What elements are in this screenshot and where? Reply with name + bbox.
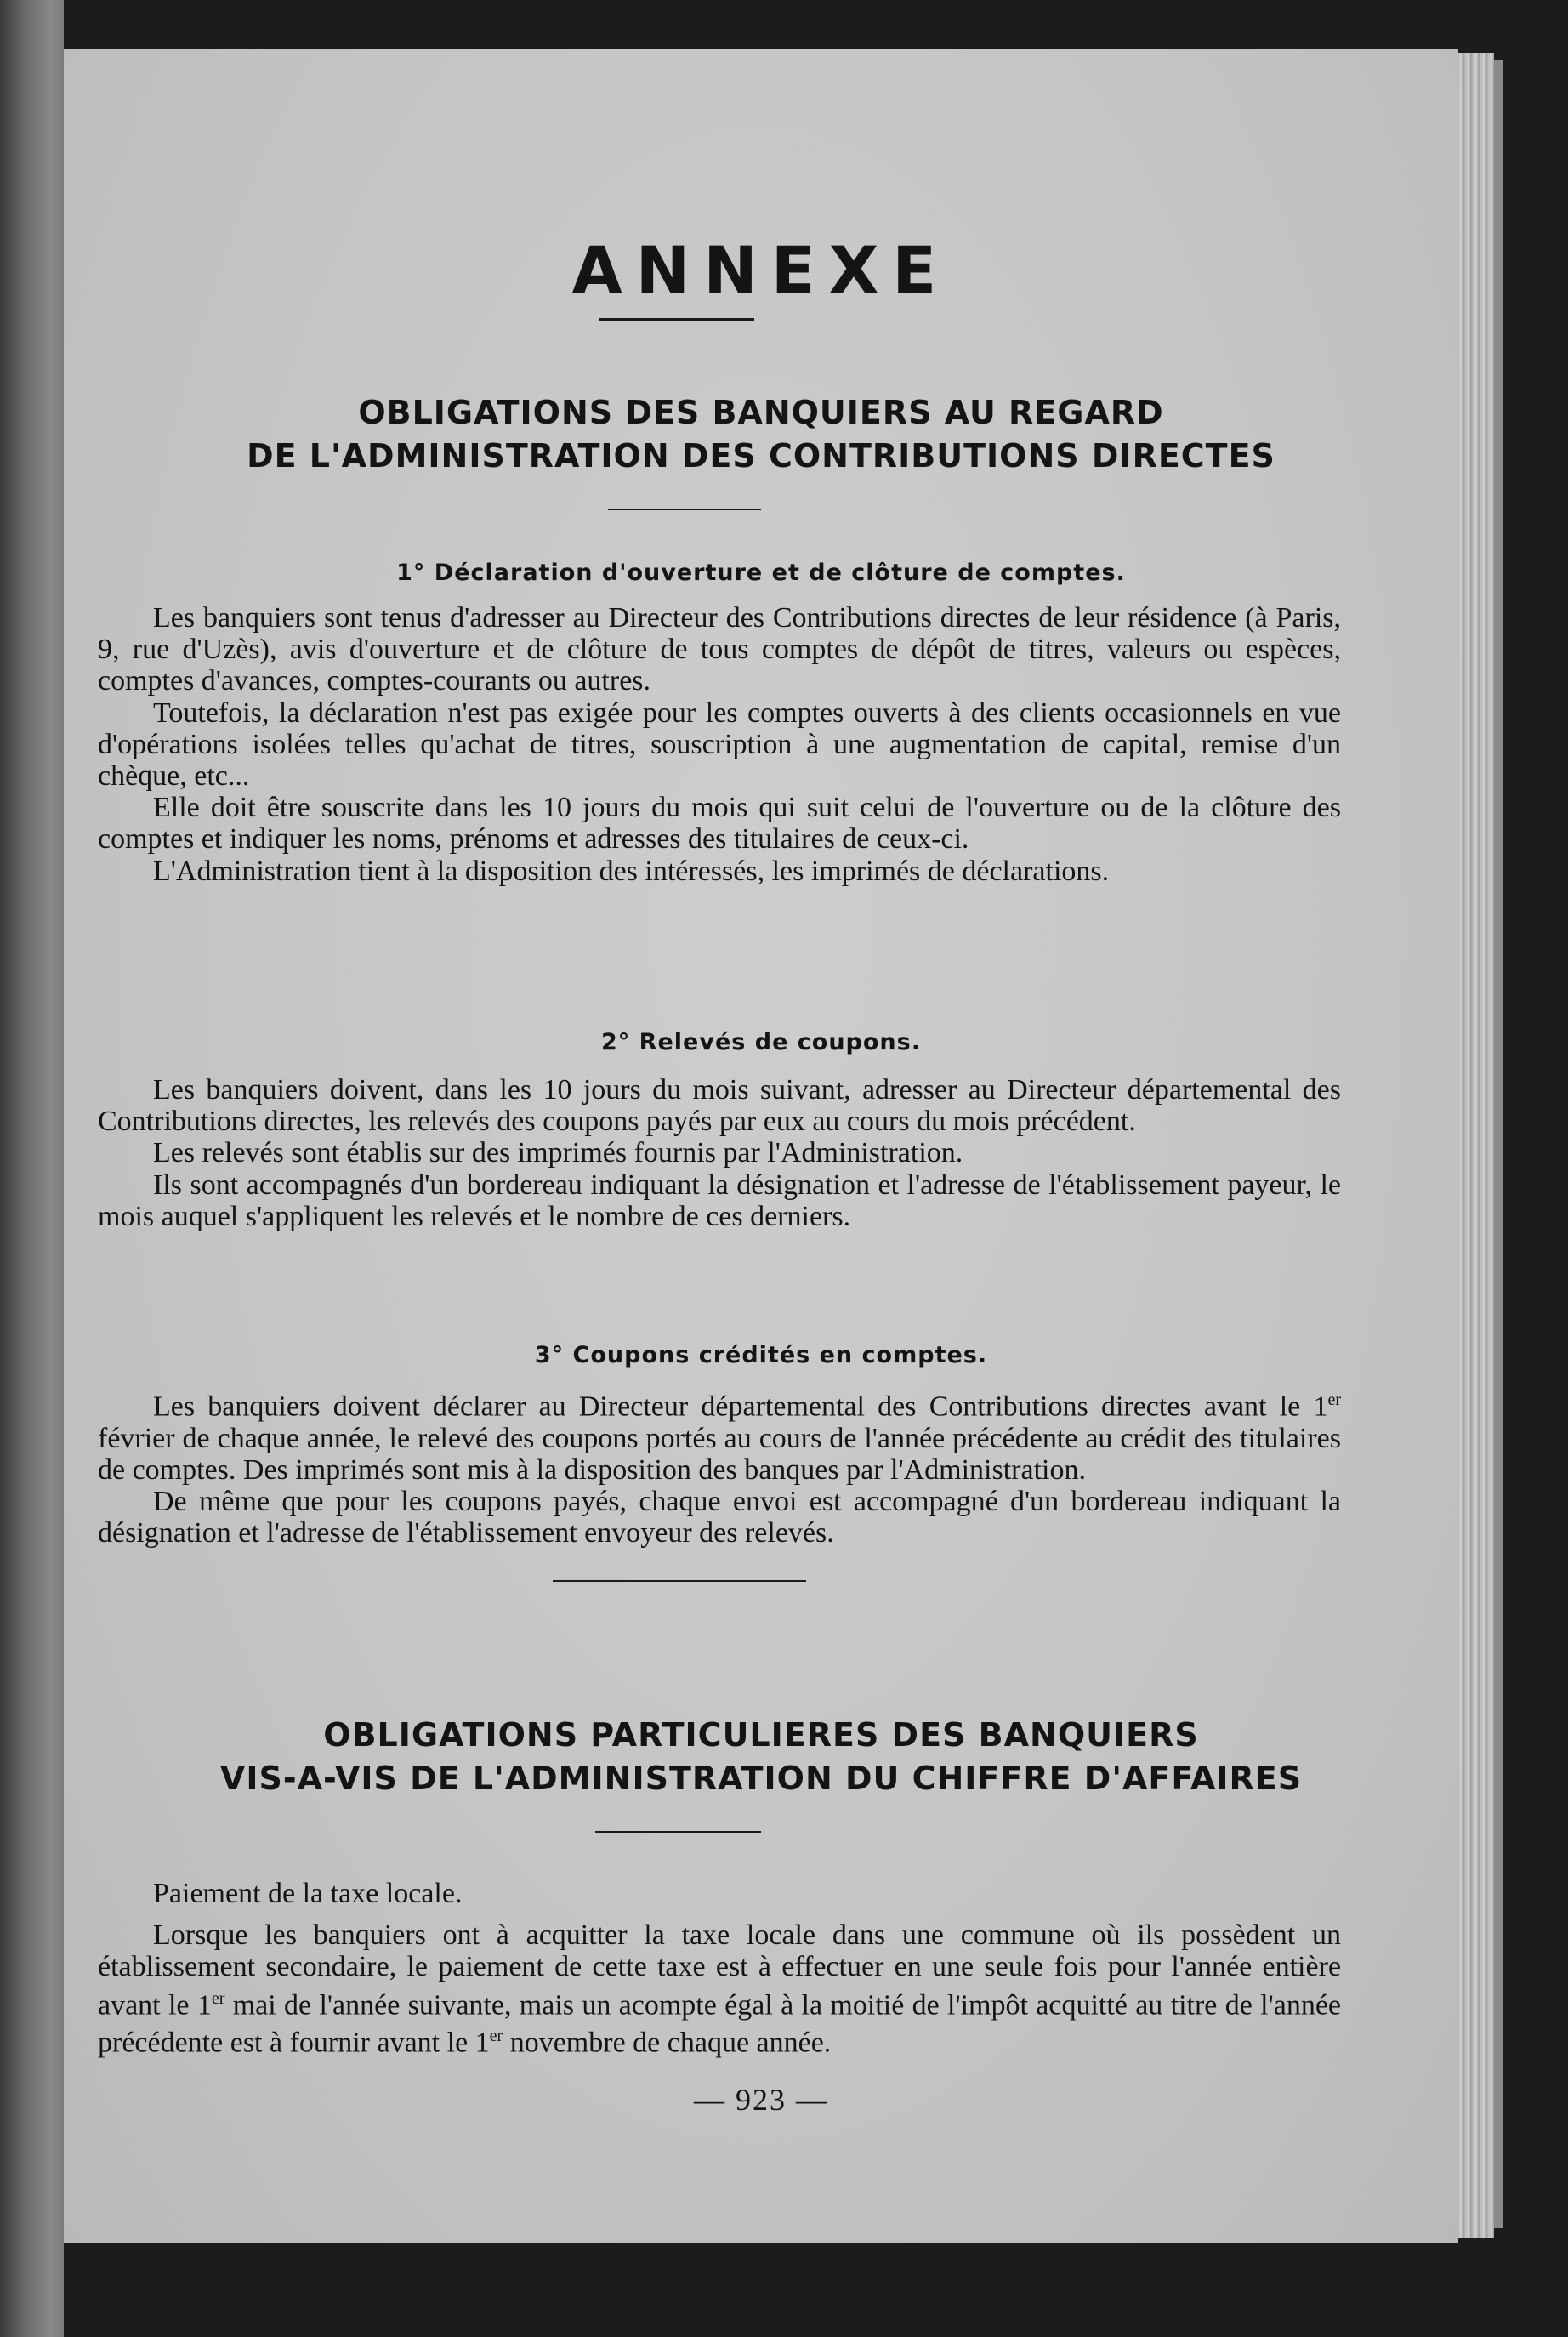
document-page: [64, 49, 1458, 2243]
superscript: er: [489, 2027, 503, 2046]
obligations-paragraph: [98, 1919, 1341, 2058]
section3-paragraph: [98, 1385, 1341, 1486]
page-number: — 923 —: [694, 2083, 828, 2117]
section2-paragraph: Les relevés sont établis sur des imprimés fournis par l'Administration.: [153, 1137, 963, 1169]
section2-heading: 2° Relevés de coupons.: [601, 1029, 921, 1055]
section3-body: [98, 1385, 1341, 1549]
section1-paragraph: Toutefois, la déclaration n'est pas exigée pour les comptes ouverts à des clients occasionnels en vue d'opérations isolées telles qu'achat de titres, souscription à une augmentation de capital, remise d'un chèque, etc...: [98, 697, 1341, 793]
annexe-subtitle-line1: OBLIGATIONS DES BANQUIERS AU REGARD: [358, 394, 1164, 431]
section1-paragraph: Les banquiers sont tenus d'adresser au Directeur des Contributions directes de leur résidence (à Paris, 9, rue d'Uzès), avis d'ouverture et de clôture de tous comptes de dépôt de titres, valeurs ou espèces, comptes d'avances, comptes-courants ou autres.: [98, 602, 1341, 697]
obligations-text: novembre de chaque année.: [503, 2027, 832, 2059]
obligations-subheading: Paiement de la taxe locale.: [153, 1878, 463, 1909]
section2-paragraph: Ils sont accompagnés d'un bordereau indiquant la désignation et l'adresse de l'établissement payeur, le mois auquel s'appliquent les relevés et le nombre de ces derniers.: [98, 1168, 1341, 1232]
superscript: er: [211, 1988, 225, 2008]
section1-paragraph: Elle doit être souscrite dans les 10 jours du mois qui suit celui de l'ouverture ou de la clôture des comptes et indiquer les noms, prénoms et adresses des titulaires de ceux-ci.: [98, 792, 1341, 856]
binding-shadow: [0, 0, 64, 2337]
obligations-body: [98, 1878, 1341, 2059]
section3-text: Les banquiers doivent déclarer au Directeur départemental des Contributions directes avant le 1: [153, 1390, 1328, 1423]
obligations-text: Lorsque les banquiers ont à acquitter la taxe locale dans une commune où ils possèdent un établissement secondaire, le paiement de cette taxe est à effectuer en une seule fois pour l'année entière avant le 1: [98, 1919, 1341, 2021]
superscript: er: [1327, 1390, 1341, 1409]
section3-text: février de chaque année, le relevé des coupons portés au cours de l'année précédente au crédit des titulaires de comptes. Des imprimés sont mis à la disposition des banques par l'Administration.: [98, 1422, 1341, 1486]
obligations-divider: [595, 1831, 761, 1833]
annexe-title: ANNEXE: [571, 232, 951, 308]
obligations-text: mai de l'année suivante, mais un acompte égal à la moitié de l'impôt acquitté au titre de l'année précédente est à fournir avant le 1: [98, 1988, 1341, 2059]
section1-heading: 1° Déclaration d'ouverture et de clôture de comptes.: [396, 560, 1126, 586]
section3-paragraph: De même que pour les coupons payés, chaque envoi est accompagné d'un bordereau indiquant la désignation et l'adresse de l'établissement envoyeur des relevés.: [98, 1485, 1341, 1549]
page-edge: [1458, 53, 1494, 2238]
title-divider: [599, 318, 754, 321]
section-separator: [553, 1580, 806, 1582]
obligations-title-line1: OBLIGATIONS PARTICULIERES DES BANQUIERS: [323, 1716, 1199, 1754]
obligations-title-line2: VIS-A-VIS DE L'ADMINISTRATION DU CHIFFRE D'AFFAIRES: [219, 1760, 1303, 1797]
section1-paragraph: L'Administration tient à la disposition des intéressés, les imprimés de déclarations.: [153, 855, 1110, 887]
section2-paragraph: Les banquiers doivent, dans les 10 jours du mois suivant, adresser au Directeur départemental des Contributions directes, les relevés des coupons payés par eux au cours du mois précédent.: [98, 1074, 1341, 1138]
section2-body: [98, 1074, 1341, 1232]
annexe-subtitle-line2: DE L'ADMINISTRATION DES CONTRIBUTIONS DIRECTES: [247, 437, 1275, 475]
subtitle-divider: [608, 509, 761, 510]
section1-body: [98, 602, 1341, 887]
page-edge-shadow: [1494, 60, 1503, 2228]
section3-heading: 3° Coupons crédités en comptes.: [534, 1342, 988, 1368]
